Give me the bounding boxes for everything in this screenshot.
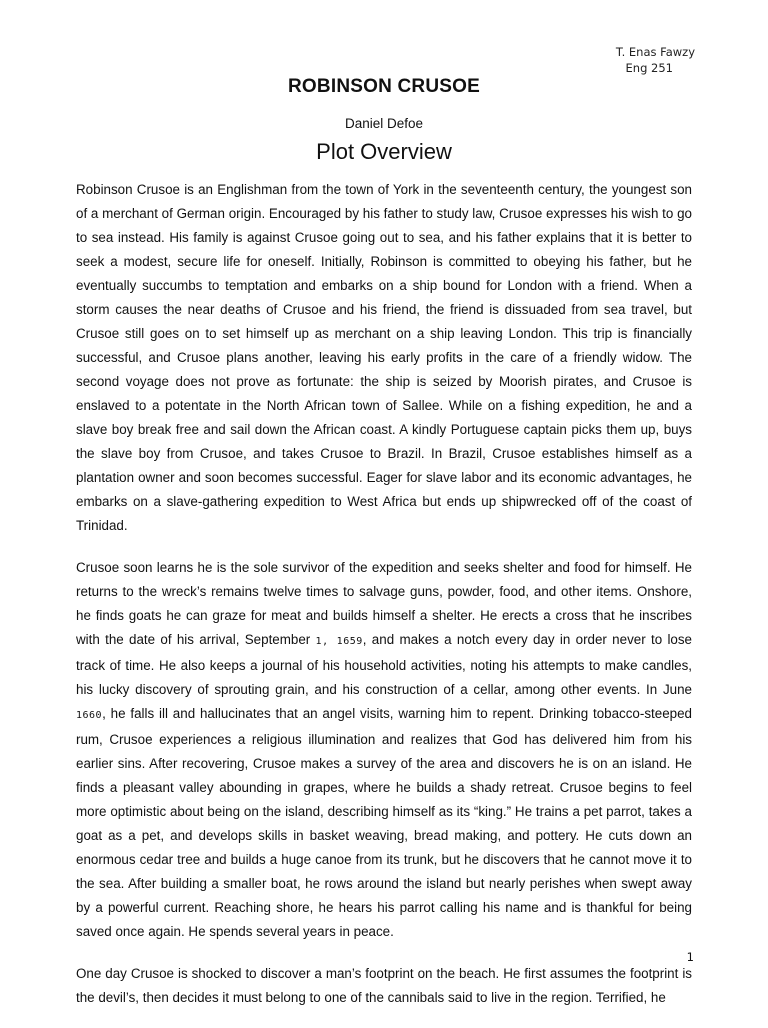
- page-number: 1: [686, 950, 694, 964]
- section-heading: Plot Overview: [316, 139, 452, 164]
- course-code: Eng 251: [625, 61, 673, 75]
- paragraph-3: One day Crusoe is shocked to discover a man’s footprint on the beach. He first assumes the footprint is the devil’s, then decides it must belong to one of the cannibals said to live in the region. Terrified, he: [76, 966, 692, 1005]
- paragraph-2-part-b: , and makes a notch every day in order never to lose track of time. He also keeps a journal of his household activities, noting his attempts to make candles, his lucky discovery of sprouting grain, and his construction of a cellar, among other events. In June: [76, 632, 693, 697]
- illness-date: 1660: [76, 710, 103, 721]
- arrival-date: 1, 1659: [315, 636, 363, 647]
- document-title: ROBINSON CRUSOE: [288, 76, 480, 97]
- paragraph-1: Robinson Crusoe is an Englishman from the town of York in the seventeenth century, the youngest son of a merchant of German origin. Encouraged by his father to study law, Crusoe expresses his wish to go to sea instead. His family is against Crusoe going out to sea, and his father explains that it is better to seek a modest, secure life for oneself. Initially, Robinson is committed to obeying his father, but he eventually succumbs to temptation and embarks on a ship bound for London with a friend. When a storm causes the near deaths of Crusoe and his friend, the friend is dissuaded from sea travel, but Crusoe still goes on to set himself up as merchant on a ship leaving London. This trip is financially successful, and Crusoe plans another, leaving his early profits in the care of a friendly widow. The second voyage does not prove as fortunate: the ship is seized by Moorish pirates, and Crusoe is enslaved to a potentate in the North African town of Sallee. While on a fishing expedition, he and a slave boy break free and sail down the African coast. A kindly Portuguese captain picks them up, buys the slave boy from Crusoe, and takes Crusoe to Brazil. In Brazil, Crusoe establishes himself as a plantation owner and soon becomes successful. Eager for slave labor and its economic advantages, he embarks on a slave-gathering expedition to West Africa but ends up shipwrecked off of the coast of Trinidad.: [76, 182, 692, 533]
- paragraph-2-part-a: Crusoe soon learns he is the sole survivor of the expedition and seeks shelter and food for himself. He returns to the wreck’s remains twelve times to salvage guns, powder, food, and other items. Onshore, he finds goats he can graze for meat and builds himself a shelter. He erects a cross that he inscribes with the date of his arrival, September: [76, 560, 692, 647]
- paragraph-2: [76, 556, 692, 944]
- paragraph-2-part-c: , he falls ill and hallucinates that an angel visits, warning him to repent. Drinking tobacco-steeped rum, Crusoe experiences a religious illumination and realizes that God has delivered him from his earlier sins. After recovering, Crusoe makes a survey of the area and discovers he is on an island. He finds a pleasant valley abounding in grapes, where he builds a shady retreat. Crusoe begins to feel more optimistic about being on the island, describing himself as its “king.” He trains a pet parrot, takes a goat as a pet, and develops skills in basket weaving, bread making, and pottery. He cuts down an enormous cedar tree and builds a huge canoe from its trunk, but he discovers that he cannot move it to the sea. After building a smaller boat, he rows around the island but nearly perishes when swept away by a powerful current. Reaching shore, he hears his parrot calling his name and is thankful for being saved once again. He spends several years in peace.: [76, 706, 692, 939]
- header-note: [555, 44, 695, 76]
- instructor-name: T. Enas Fawzy: [615, 45, 695, 59]
- document-author: Daniel Defoe: [344, 116, 424, 131]
- document-body: [76, 178, 692, 1028]
